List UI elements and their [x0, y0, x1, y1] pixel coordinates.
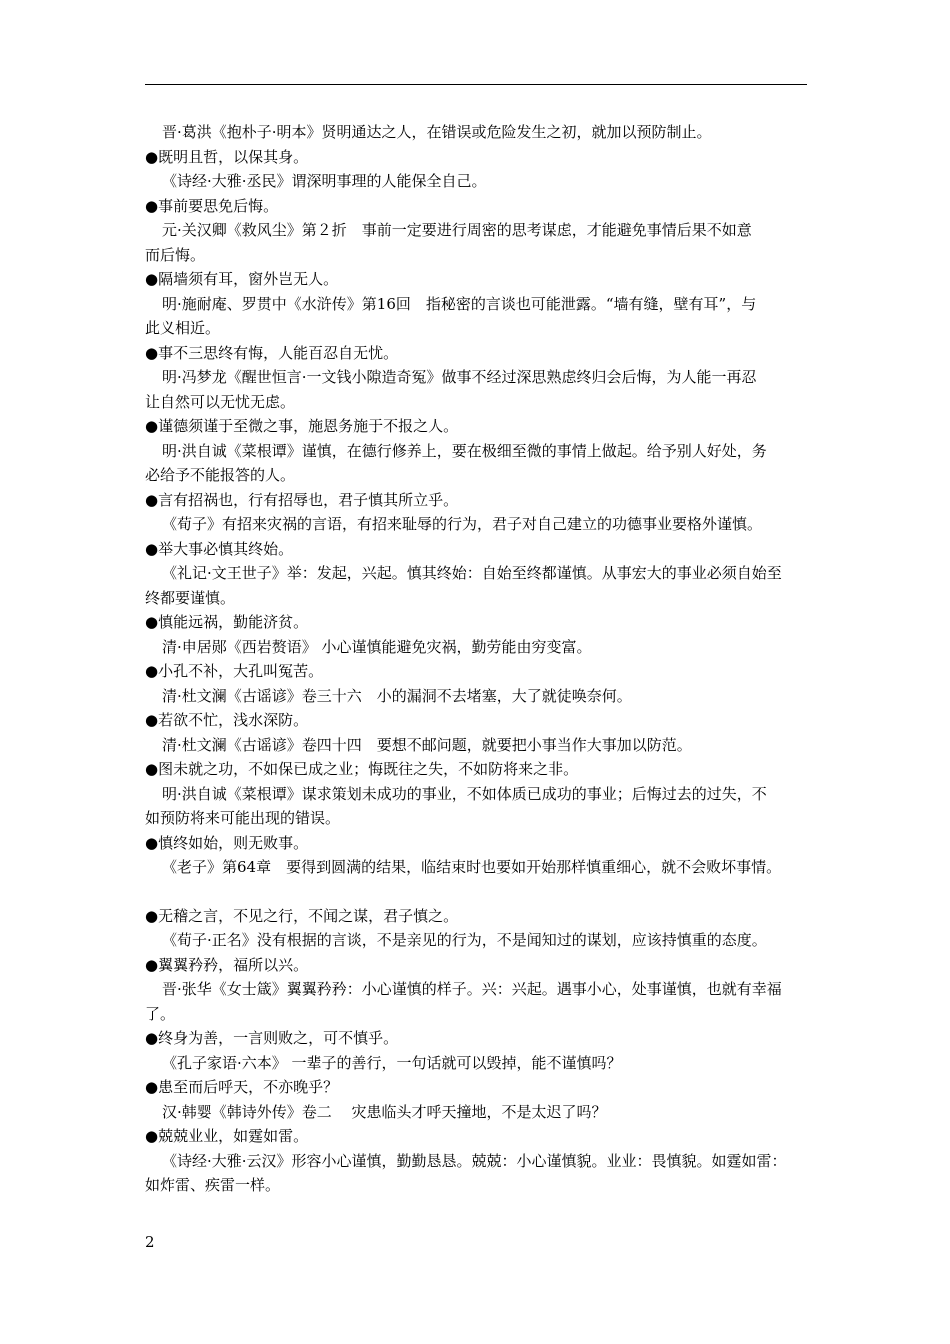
- paragraph-gap: [145, 880, 815, 904]
- explanation-line: 《诗经·大雅·丞民》谓深明事理的人能保全自己。: [162, 172, 487, 190]
- proverb-line: ●终身为善，一言则败之，可不慎乎。: [145, 1029, 399, 1047]
- proverb-line: ●兢兢业业，如霆如雷。: [145, 1127, 309, 1145]
- proverb-line: ●若欲不忙，浅水深防。: [145, 711, 309, 729]
- explanation-line: 清·杜文澜《古谣谚》卷四十四 要想不邮问题，就要把小事当作大事加以防范。: [162, 735, 692, 754]
- explanation-continuation: 此义相近。: [145, 319, 221, 337]
- proverb-line: ●事前要思免后悔。: [145, 196, 279, 215]
- explanation-continuation: 而后悔。: [145, 245, 206, 264]
- explanation-line: 明·冯梦龙《醒世恒言·一文钱小隙造奇冤》做事不经过深思熟虑终归会后悔，为人能一再忍: [162, 368, 757, 386]
- explanation-continuation: 了。: [145, 1004, 176, 1023]
- proverb-line: ●无稽之言，不见之行，不闻之谋，君子慎之。: [145, 906, 459, 925]
- document-body: [145, 120, 815, 1198]
- explanation-continuation: 必给予不能报答的人。: [145, 466, 296, 484]
- proverb-line: ●慎终如始，则无败事。: [145, 833, 309, 852]
- header-rule: [145, 84, 807, 85]
- explanation-line: 《荀子·正名》没有根据的言谈，不是亲见的行为，不是闻知过的谋划，应该持慎重的态度。: [162, 931, 767, 949]
- explanation-line: 汉·韩婴《韩诗外传》卷二 灾患临头才呼天撞地，不是太迟了吗？: [162, 1102, 607, 1121]
- explanation-continuation: 如预防将来可能出现的错误。: [145, 809, 341, 827]
- explanation-continuation: 终都要谨慎。: [145, 588, 236, 607]
- proverb-line: ●谨德须谨于至微之事，施恩务施于不报之人。: [145, 417, 459, 435]
- proverb-line: ●患至而后呼天，不亦晚乎？: [145, 1078, 339, 1096]
- explanation-line: 明·洪自诚《菜根谭》谋求策划未成功的事业，不如体质已成功的事业；后悔过去的过失，不: [162, 784, 767, 803]
- proverb-line: ●事不三思终有悔，人能百忍自无忧。: [145, 343, 399, 362]
- proverb-line: ●翼翼矜矜，福所以兴。: [145, 955, 309, 974]
- explanation-line: 明·施耐庵、罗贯中《水浒传》第16回 指秘密的言谈也可能泄露。“墙有缝，壁有耳”，与: [162, 294, 757, 313]
- explanation-line: 清·申居郧《西岩赘语》 小心谨慎能避免灾祸，勤劳能由穷变富。: [162, 637, 592, 656]
- proverb-line: ●图未就之功，不如保已成之业；悔既往之失，不如防将来之非。: [145, 760, 579, 778]
- explanation-continuation: 如炸雷、疾雷一样。: [145, 1176, 281, 1194]
- explanation-line: 《荀子》有招来灾祸的言语，有招来耻辱的行为，君子对自己建立的功德事业要格外谨慎。: [162, 515, 763, 533]
- explanation-line: 《诗经·大雅·云汉》形容小心谨慎，勤勤恳恳。兢兢：小心谨慎貌。业业：畏慎貌。如霆如雷：: [162, 1151, 787, 1170]
- explanation-line: 明·洪自诚《菜根谭》谨慎，在德行修养上，要在极细至微的事情上做起。给予别人好处，务: [162, 441, 767, 460]
- proverb-line: ●言有招祸也，行有招辱也，君子慎其所立乎。: [145, 490, 459, 509]
- explanation-line: 《礼记·文王世子》举：发起，兴起。慎其终始：自始至终都谨慎。从事宏大的事业必须自始至: [162, 564, 782, 582]
- proverb-line: ●既明且哲，以保其身。: [145, 147, 309, 166]
- explanation-line: 清·杜文澜《古谣谚》卷三十六 小的漏洞不去堵塞，大了就徒唤奈何。: [162, 686, 632, 705]
- page-number: 2: [145, 1233, 155, 1251]
- explanation-line: 晋·张华《女士箴》翼翼矜矜：小心谨慎的样子。兴：兴起。遇事小心，处事谨慎，也就有幸福: [162, 980, 782, 998]
- explanation-line: 《老子》第64章 要得到圆满的结果，临结束时也要如开始那样慎重细心，就不会败坏事情。: [162, 858, 782, 876]
- explanation-line: 元·关汉卿《救风尘》第２折 事前一定要进行周密的思考谋虑，才能避免事情后果不如意: [162, 221, 752, 239]
- proverb-line: ●举大事必慎其终始。: [145, 539, 294, 558]
- explanation-line: 《孔子家语·六本》 一辈子的善行，一句话就可以毁掉，能不谨慎吗？: [162, 1053, 622, 1072]
- proverb-line: ●隔墙须有耳，窗外岂无人。: [145, 270, 339, 288]
- explanation-continuation: 让自然可以无忧无虑。: [145, 392, 296, 411]
- proverb-line: ●慎能远祸，勤能济贫。: [145, 613, 309, 631]
- explanation-line: 晋·葛洪《抱朴子·明本》贤明通达之人，在错误或危险发生之初，就加以预防制止。: [162, 123, 712, 141]
- proverb-line: ●小孔不补，大孔叫冤苦。: [145, 662, 324, 680]
